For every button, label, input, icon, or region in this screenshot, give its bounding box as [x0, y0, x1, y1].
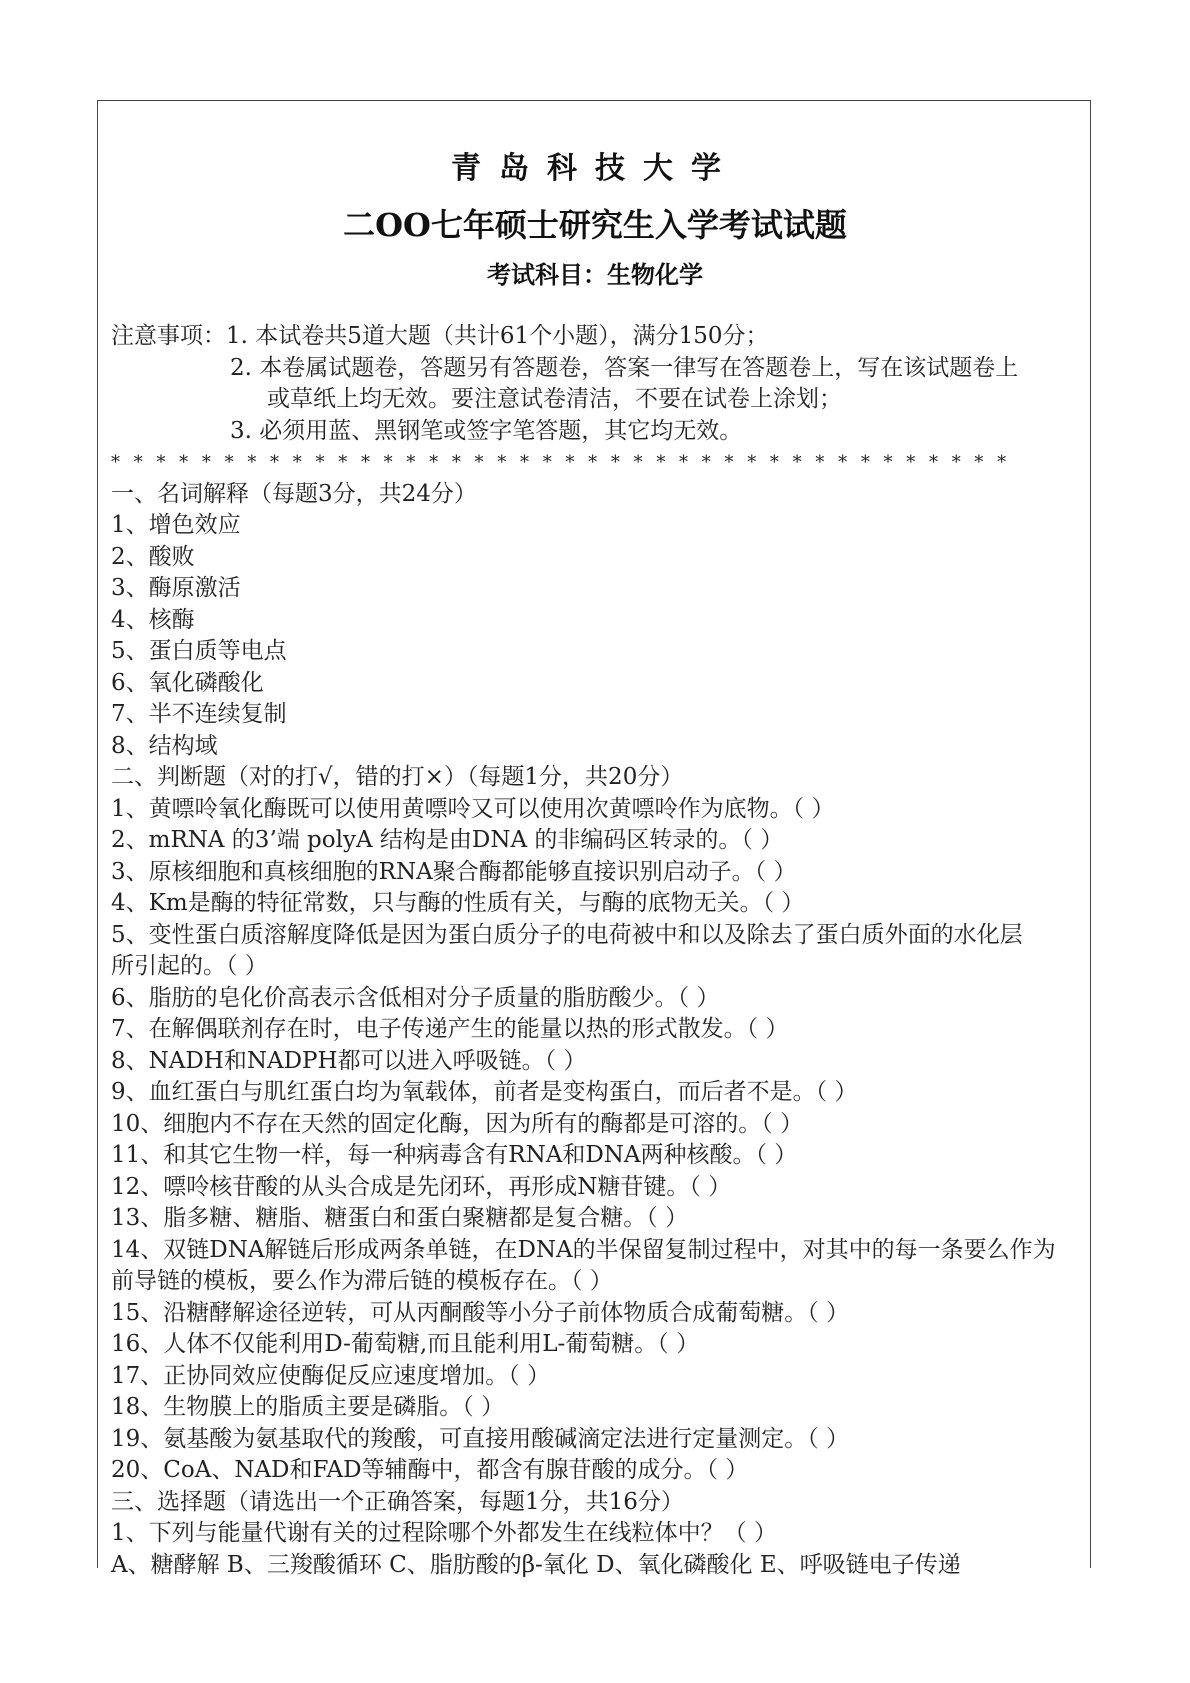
question-item: 9、血红蛋白与肌红蛋白均为氧载体，前者是变构蛋白，而后者不是。（ ） — [111, 1079, 858, 1105]
question-item: 4、核酶 — [111, 606, 195, 633]
notice-item-3: 3. 必须用蓝、黑钢笔或签字笔答题，其它均无效。 — [230, 417, 743, 444]
question-item: 7、半不连续复制 — [111, 701, 287, 727]
question-item: 1、黄嘌呤氧化酶既可以使用黄嘌呤又可以使用次黄嘌呤作为底物。（ ） — [111, 795, 835, 822]
university-title: 青岛科技大学 — [451, 151, 739, 186]
section2-heading: 二、判断题（对的打√，错的打×）（每题1分，共20分） — [111, 764, 684, 790]
question-item: 所引起的。（ ） — [111, 953, 268, 979]
question-item: 16、人体不仅能利用D-葡萄糖,而且能利用L-葡萄糖。（ ） — [111, 1331, 700, 1357]
question-item: 6、脂肪的皂化价高表示含低相对分子质量的脂肪酸少。（ ） — [111, 984, 720, 1011]
notice-text: 1. 本试卷共5道大题（共计61个小题），满分150分； — [226, 323, 769, 349]
question-item: 13、脂多糖、糖脂、糖蛋白和蛋白聚糖都是复合糖。（ ） — [111, 1205, 689, 1231]
question-item: 5、蛋白质等电点 — [111, 638, 287, 664]
exam-title: 二OO七年硕士研究生入学考试试题 — [343, 206, 847, 244]
section2-items — [111, 794, 1081, 1487]
question-item: 2、酸败 — [111, 543, 195, 570]
notice-label: 注意事项： — [111, 323, 226, 349]
question-item: 7、在解偶联剂存在时，电子传递产生的能量以热的形式散发。（ ） — [111, 1016, 789, 1042]
section1-heading: 一、名词解释（每题3分，共24分） — [111, 480, 477, 507]
question-item: 18、生物膜上的脂质主要是磷脂。（ ） — [111, 1394, 505, 1420]
notice-item-2-continued: 或草纸上均无效。要注意试卷清洁，不要在试卷上涂划； — [267, 386, 842, 412]
question-item: 10、细胞内不存在天然的固定化酶，因为所有的酶都是可溶的。（ ） — [111, 1110, 804, 1137]
question-item: 3、原核细胞和真核细胞的RNA聚合酶都能够直接识别启动子。（ ） — [111, 858, 797, 885]
section1-items — [111, 510, 1081, 762]
question-item: 5、变性蛋白质溶解度降低是因为蛋白质分子的电荷被中和以及除去了蛋白质外面的水化层 — [111, 921, 1023, 948]
question-item: 19、氨基酸为氨基取代的羧酸，可直接用酸碱滴定法进行定量测定。（ ） — [111, 1425, 850, 1452]
separator-stars: * * * * * * * * * * * * * * * * * * * * * * * * * * * * * * * * * * * * * * * * — [111, 452, 1011, 473]
question-item: 6、氧化磷酸化 — [111, 669, 264, 696]
question-item: 1、下列与能量代谢有关的过程除哪个外都发生在线粒体中？（ ） — [111, 1520, 777, 1546]
exam-subject: 考试科目：生物化学 — [487, 260, 703, 289]
question-item: 15、沿糖酵解途径逆转，可从丙酮酸等小分子前体物质合成葡萄糖。（ ） — [111, 1299, 850, 1326]
question-item: 3、酶原激活 — [111, 575, 241, 601]
question-item: 1、增色效应 — [111, 512, 241, 538]
section3-heading: 三、选择题（请选出一个正确答案，每题1分，共16分） — [111, 1488, 684, 1515]
question-item: 8、NADH和NADPH都可以进入呼吸链。（ ） — [111, 1047, 587, 1074]
question-item: 20、CoA、NAD和FAD等辅酶中，都含有腺苷酸的成分。（ ） — [111, 1457, 749, 1483]
question-item: 14、双链DNA解链后形成两条单链，在DNA的半保留复制过程中，对其中的每一条要么作为 — [111, 1236, 1056, 1263]
question-item: 11、和其它生物一样，每一种病毒含有RNA和DNA两种核酸。（ ） — [111, 1142, 798, 1168]
question-options: A、糖酵解 B、三羧酸循环 C、脂肪酸的β-氧化 D、氧化磷酸化 E、呼吸链电子传递 — [111, 1551, 961, 1578]
notice-item-1 — [111, 321, 1081, 353]
exam-body — [111, 321, 1081, 1581]
notice-item-2: 2. 本卷属试题卷，答题另有答题卷，答案一律写在答题卷上，写在该试题卷上 — [230, 354, 1019, 381]
question-item: 2、mRNA 的3’端 polyA 结构是由DNA 的非编码区转录的。（ ） — [111, 827, 784, 853]
question-item: 12、嘌呤核苷酸的从头合成是先闭环，再形成N糖苷键。（ ） — [111, 1173, 732, 1200]
question-item: 17、正协同效应使酶促反应速度增加。（ ） — [111, 1362, 551, 1389]
question-item: 4、Km是酶的特征常数，只与酶的性质有关，与酶的底物无关。（ ） — [111, 890, 805, 916]
question-item: 前导链的模板，要么作为滞后链的模板存在。（ ） — [111, 1268, 613, 1294]
question-item: 8、结构域 — [111, 732, 218, 759]
